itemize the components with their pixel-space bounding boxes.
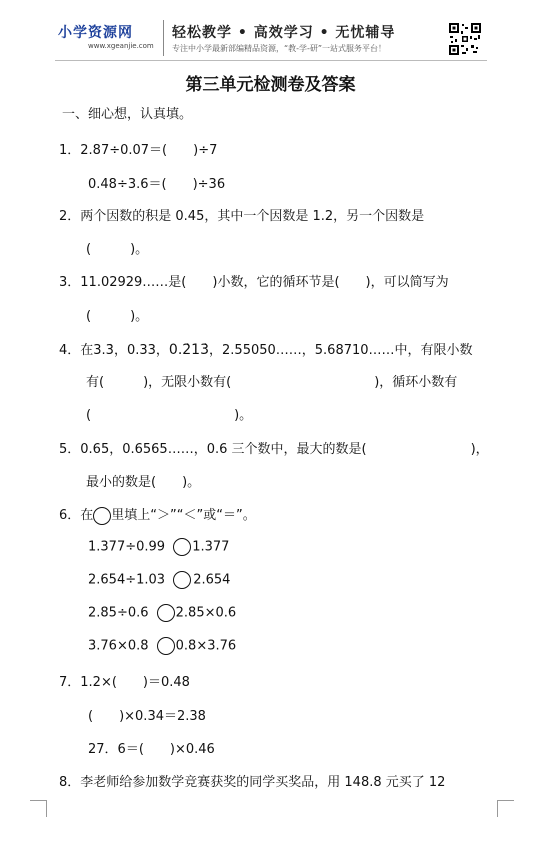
answer-circle-icon[interactable] bbox=[173, 538, 191, 556]
answer-circle-icon[interactable] bbox=[173, 571, 191, 589]
compare-left: 2.85÷0.6 bbox=[88, 605, 149, 621]
question-3-line-1: 3．11.02929……是( )小数，它的循环节是( )，可以简写为 bbox=[59, 275, 449, 290]
question-3-line-2: ( )。 bbox=[86, 309, 149, 324]
compare-row-1 bbox=[88, 538, 229, 556]
compare-right: 2.654 bbox=[193, 572, 231, 588]
section-heading: 一、细心想，认真填。 bbox=[62, 107, 193, 122]
question-5-line-2: 最小的数是( )。 bbox=[86, 475, 201, 490]
compare-right: 2.85×0.6 bbox=[175, 605, 237, 621]
repeating-decimal-2: 0.2̇13̇ bbox=[168, 342, 210, 358]
qr-code-icon bbox=[448, 22, 482, 56]
question-6-line-1 bbox=[59, 504, 256, 525]
question-1-line-2: 0.48÷3.6＝( )÷36 bbox=[88, 177, 226, 192]
header-rule bbox=[55, 60, 487, 61]
header-subtitle: 专注中小学最新部编精品资源，“教-学-研”一站式服务平台！ bbox=[172, 44, 387, 53]
answer-circle-icon[interactable] bbox=[157, 604, 175, 622]
compare-right: 0.8×3.76 bbox=[175, 638, 237, 654]
answer-circle-icon[interactable] bbox=[157, 637, 175, 655]
question-7-line-3: 27．6＝( )×0.46 bbox=[88, 742, 215, 757]
compare-row-4 bbox=[88, 637, 236, 655]
question-1-line-1: 1．2.87÷0.07＝( )÷7 bbox=[59, 143, 218, 158]
page-corner-mark bbox=[497, 800, 514, 817]
site-logo: 小学资源网 bbox=[58, 25, 133, 41]
header-slogan: 轻松教学 • 高效学习 • 无忧辅导 bbox=[172, 25, 396, 41]
compare-right: 1.377 bbox=[192, 539, 230, 555]
question-7-line-2: ( )×0.34＝2.38 bbox=[88, 709, 206, 724]
compare-row-3 bbox=[88, 604, 236, 622]
question-6-text: 里填上“＞”“＜”或“＝”。 bbox=[111, 508, 256, 523]
repeating-decimal-1: 3.3̇ bbox=[93, 343, 114, 358]
compare-row-2 bbox=[88, 571, 230, 589]
question-6-prefix: 6．在 bbox=[59, 508, 94, 523]
question-4-part-b: ，2.55050……，5.68710……中，有限小数 bbox=[209, 343, 473, 358]
site-url: www.xgeanjie.com bbox=[88, 42, 154, 50]
compare-left: 1.377÷0.99 bbox=[88, 539, 166, 555]
question-4-line-2: 有( )，无限小数有( )，循环小数有 bbox=[86, 375, 458, 390]
question-4-line-3: ( )。 bbox=[86, 408, 253, 423]
question-2-line-2: ( )。 bbox=[86, 242, 149, 257]
header-divider bbox=[163, 20, 164, 56]
answer-circle-icon bbox=[93, 507, 111, 525]
page-corner-mark bbox=[30, 800, 47, 817]
question-7-line-1: 7．1.2×( )＝0.48 bbox=[59, 675, 190, 690]
compare-left: 2.654÷1.03 bbox=[88, 572, 166, 588]
question-4-line-1 bbox=[59, 339, 473, 358]
question-2-line-1: 2．两个因数的积是 0.45，其中一个因数是 1.2，另一个因数是 bbox=[59, 209, 425, 224]
question-4-prefix: 4．在 bbox=[59, 343, 94, 358]
question-5-line-1: 5．0.65，0.6565……，0.6 三个数中，最大的数是( )， bbox=[59, 442, 489, 457]
question-8-line-1: 8．李老师给参加数学竞赛获奖的同学买奖品，用 148.8 元买了 12 bbox=[59, 775, 446, 790]
question-4-part-a: ，0.33， bbox=[113, 343, 169, 358]
page-title: 第三单元检测卷及答案 bbox=[185, 75, 356, 95]
compare-left: 3.76×0.8 bbox=[88, 638, 149, 654]
